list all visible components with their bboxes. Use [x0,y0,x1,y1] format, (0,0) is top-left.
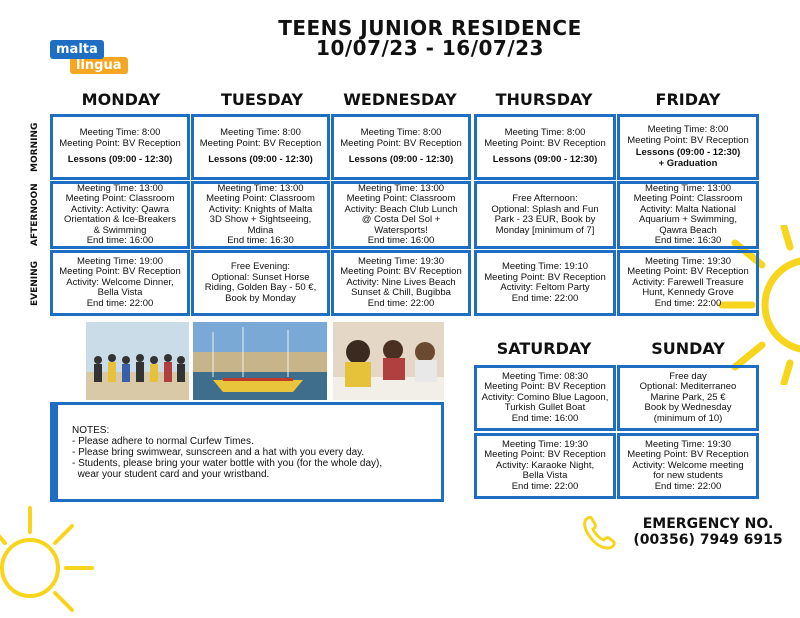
cell-text: Meeting Time: 13:00 [217,182,304,194]
cell-text: Optional: Mediterraneo [639,381,737,393]
cell-text: Meeting Point: BV Reception [199,137,322,149]
cell-text: Riding, Golden Bay - 50 €, [204,282,317,293]
cell-text: Book by Monday [225,292,296,304]
cell-text: Activity: Feltom Party [500,282,590,293]
cell-text: Meeting Point: BV Reception [340,137,462,149]
day-header-wednesday: WEDNESDAY [343,90,457,109]
cell-text: Lessons (09:00 - 12:30) [208,154,313,166]
cell-text: Lessons (09:00 - 12:30) [635,147,741,158]
schedule-cell-sunday-evening [617,433,759,499]
cell-text: Meeting Time: 19:10 [501,261,589,272]
cell-text: End time: 16:00 [511,412,579,424]
schedule-cell-wednesday-morning [331,114,471,180]
cell-text: Meeting Time: 8:00 [647,124,729,135]
schedule-cell-saturday-evening [474,433,616,499]
group-photo-image [86,322,189,400]
cell-text: End time: 22:00 [511,292,579,304]
row-label-evening: EVENING [30,260,40,306]
cell-text: Orientation & Ice-Breakers [64,214,176,225]
cell-text: Meeting Point: BV Reception [627,266,749,278]
cell-text: Meeting Time: 8:00 [360,127,442,139]
schedule-cell-friday-morning [617,114,759,180]
notes-item: - Please bring swimwear, sunscreen and a hat with you every day. [72,447,365,458]
emergency-number: (00356) 7949 6915 [633,532,783,548]
day-header-tuesday: TUESDAY [220,90,304,109]
schedule-cell-monday-afternoon [50,181,190,249]
cell-text: Watersports! [374,224,428,236]
phone-icon [580,514,618,552]
cell-text: Meeting Point: BV Reception [484,449,606,461]
cell-text: + Graduation [658,157,718,169]
cell-text: Meeting Time: 8:00 [79,127,161,139]
day-header-monday: MONDAY [81,90,161,109]
row-label-afternoon: AFTERNOON [30,183,40,247]
cell-text: Meeting Point: Classroom [346,193,456,204]
cell-text: Park - 23 EUR, Book by [494,214,596,225]
cell-text: Bella Vista [522,470,568,482]
cell-text: End time: 22:00 [654,297,722,309]
cell-text: Activity: Welcome Dinner, [66,276,174,288]
schedule-cell-tuesday-evening [191,250,330,316]
cell-text: Meeting Time: 19:30 [644,255,732,267]
cell-text: Meeting Time: 8:00 [220,127,301,139]
cell-text: Qawra Beach [659,224,717,236]
cell-text: End time: 22:00 [367,297,435,309]
day-header-sunday: SUNDAY [651,339,725,358]
cell-text: Meeting Point: BV Reception [59,137,181,149]
notes-box [50,402,444,502]
notes-heading: NOTES: [72,425,110,436]
cell-text: Meeting Time: 19:00 [76,255,164,267]
malta-lingua-logo [50,38,128,74]
row-label-morning: MORNING [30,122,40,172]
cell-text: & Swimming [93,224,147,236]
title-line-1: TEENS JUNIOR RESIDENCE [278,16,582,40]
cell-text: Meeting Point: BV Reception [340,266,462,278]
sun-icon [0,498,110,618]
cell-text: Meeting Point: BV Reception [627,134,749,146]
cell-text: Mdina [247,224,274,236]
cell-text: Sunset & Chill, Bugibba [351,287,451,299]
cell-text: Activity: Beach Club Lunch [344,203,458,215]
cell-text: Lessons (09:00 - 12:30) [492,154,598,166]
day-header-saturday: SATURDAY [496,339,592,358]
cell-text: Meeting Point: BV Reception [484,381,606,393]
cell-text: Book by Wednesday [644,402,732,414]
cell-text: End time: 22:00 [86,297,154,309]
cell-text: Free Afternoon: [512,193,578,204]
cell-text: Activity: Comino Blue Lagoon, [481,391,609,403]
schedule-cell-friday-afternoon [617,181,759,249]
day-header-thursday: THURSDAY [495,90,593,109]
cell-text: (minimum of 10) [653,412,723,424]
cell-text: Optional: Splash and Fun [491,203,599,215]
harbour-boat-photo-image [193,322,327,400]
cell-text: Aquarium + Swimming, [639,214,737,225]
cell-text: Turkish Gullet Boat [504,402,586,414]
schedule-cell-wednesday-evening [331,250,471,316]
emergency-contact [628,516,788,548]
cell-text: Activity: Karaoke Night, [495,459,595,471]
cell-text: End time: 16:00 [86,235,154,246]
page-title [250,18,610,58]
emergency-label: EMERGENCY NO. [642,516,774,532]
cell-text: Meeting Time: 13:00 [644,182,732,194]
cell-text: Meeting Point: Classroom [65,193,175,204]
cell-text: Marine Park, 25 € [650,391,726,403]
logo-bottom-text: lingua [70,57,128,74]
cell-text: Meeting Point: Classroom [206,193,315,204]
cell-text: Activity: Farewell Treasure [632,276,744,288]
schedule-cell-thursday-morning [474,114,616,180]
notes-item: - Students, please bring your water bottle with you (for the whole day), [72,458,383,469]
students-studying-photo-image [333,322,444,400]
schedule-cell-tuesday-afternoon [191,181,330,249]
cell-text: Meeting Time: 8:00 [504,127,586,139]
schedule-cell-saturday-day [474,365,616,431]
cell-text: Lessons (09:00 - 12:30) [348,154,454,166]
cell-text: Optional: Sunset Horse [211,271,310,283]
cell-text: Meeting Point: BV Reception [59,266,181,278]
cell-text: Meeting Time: 19:30 [644,438,732,450]
cell-text: for new students [653,470,723,482]
cell-text: Activity: Nine Lives Beach [346,276,456,288]
notes-item: wear your student card and your wristband. [72,469,270,480]
cell-text: End time: 16:00 [367,235,435,246]
schedule-cell-thursday-evening [474,250,616,316]
logo-top-text: malta [50,40,104,59]
cell-text: End time: 16:30 [654,235,722,246]
schedule-cell-monday-evening [50,250,190,316]
cell-text: Meeting Point: BV Reception [627,449,749,461]
cell-text: Free day [669,370,707,382]
day-header-friday: FRIDAY [655,90,721,109]
cell-text: Meeting Point: Classroom [633,193,743,204]
cell-text: Meeting Point: BV Reception [484,137,606,149]
cell-text: Activity: Activity: Qawra [70,203,170,215]
cell-text: Activity: Knights of Malta [208,203,313,215]
schedule-cell-sunday-day [617,365,759,431]
schedule-cell-wednesday-afternoon [331,181,471,249]
cell-text: Meeting Time: 19:30 [501,438,589,450]
notes-item: - Please adhere to normal Curfew Times. [72,436,254,447]
schedule-cell-tuesday-morning [191,114,330,180]
cell-text: Activity: Welcome meeting [632,459,744,471]
cell-text: Meeting Time: 19:30 [357,255,445,267]
title-line-2: 10/07/23 - 16/07/23 [316,36,544,60]
cell-text: Meeting Time: 08:30 [501,370,589,382]
cell-text: Meeting Time: 13:00 [357,182,445,194]
cell-text: Bella Vista [97,287,143,299]
cell-text: @ Costa Del Sol + [361,214,441,225]
cell-text: Activity: Malta National [639,203,737,215]
cell-text: Hunt, Kennedy Grove [642,287,734,299]
cell-text: Monday [minimum of 7] [495,224,595,236]
cell-text: Meeting Point: BV Reception [484,271,606,283]
cell-text: End time: 16:30 [227,235,294,246]
cell-text: Free Evening: [230,261,291,272]
cell-text: 3D Show + Sightseeing, [209,214,312,225]
schedule-cell-friday-evening [617,250,759,316]
cell-text: Lessons (09:00 - 12:30) [67,154,173,166]
cell-text: End time: 22:00 [511,480,579,492]
cell-text: End time: 22:00 [654,480,722,492]
schedule-cell-monday-morning [50,114,190,180]
schedule-cell-thursday-afternoon [474,181,616,249]
cell-text: Meeting Time: 13:00 [76,182,164,194]
